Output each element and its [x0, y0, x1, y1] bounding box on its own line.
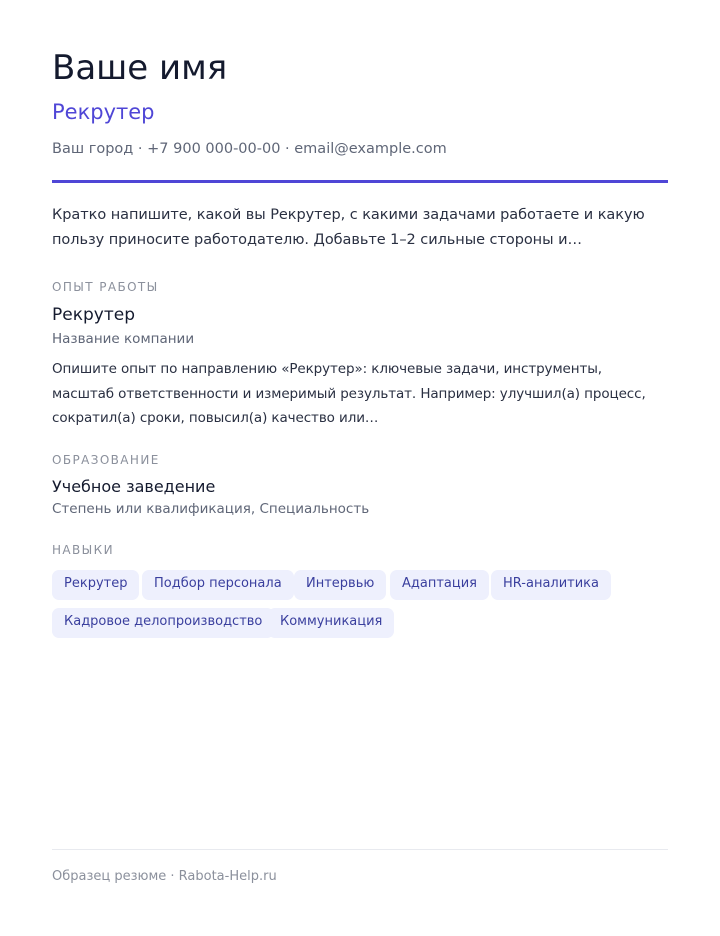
- job-title: Рекрутер: [52, 305, 135, 325]
- summary-text: Кратко напишите, какой вы Рекрутер, с какими задачами работаете и какую пользу приносите работодателю. Добавьте 1–2 сильные стороны и…: [52, 207, 645, 248]
- company-name: Название компании: [52, 331, 195, 347]
- footer-divider: [52, 849, 668, 850]
- job-description: Опишите опыт по направлению «Рекрутер»: ключевые задачи, инструменты, масштаб ответственности и измеримый результат. Например: улучшил(а) процесс, сократил(а) сроки, повысил(а) качество или…: [52, 361, 646, 426]
- education-section-label: ОБРАЗОВАНИЕ: [52, 453, 160, 467]
- skills-section-label: НАВЫКИ: [52, 543, 114, 557]
- education-institution: Учебное заведение: [52, 477, 216, 496]
- skill-chip: Коммуникация: [268, 608, 394, 638]
- candidate-name: Ваше имя: [52, 48, 228, 88]
- candidate-role: Рекрутер: [52, 100, 155, 124]
- skill-chip: Подбор персонала: [142, 570, 294, 600]
- skill-chip: Адаптация: [390, 570, 489, 600]
- accent-divider: [52, 180, 668, 183]
- contact-line: Ваш город · +7 900 000-00-00 · email@example.com: [52, 141, 447, 157]
- skill-chip: Рекрутер: [52, 570, 139, 600]
- experience-section-label: ОПЫТ РАБОТЫ: [52, 280, 159, 294]
- resume-page: [52, 0, 668, 936]
- footer-text: Образец резюме · Rabota-Help.ru: [52, 869, 277, 884]
- skill-chip: Интервью: [294, 570, 386, 600]
- skill-chip: HR-аналитика: [491, 570, 611, 600]
- education-degree: Степень или квалификация, Специальность: [52, 501, 370, 517]
- skill-chip: Кадровое делопроизводство: [52, 608, 274, 638]
